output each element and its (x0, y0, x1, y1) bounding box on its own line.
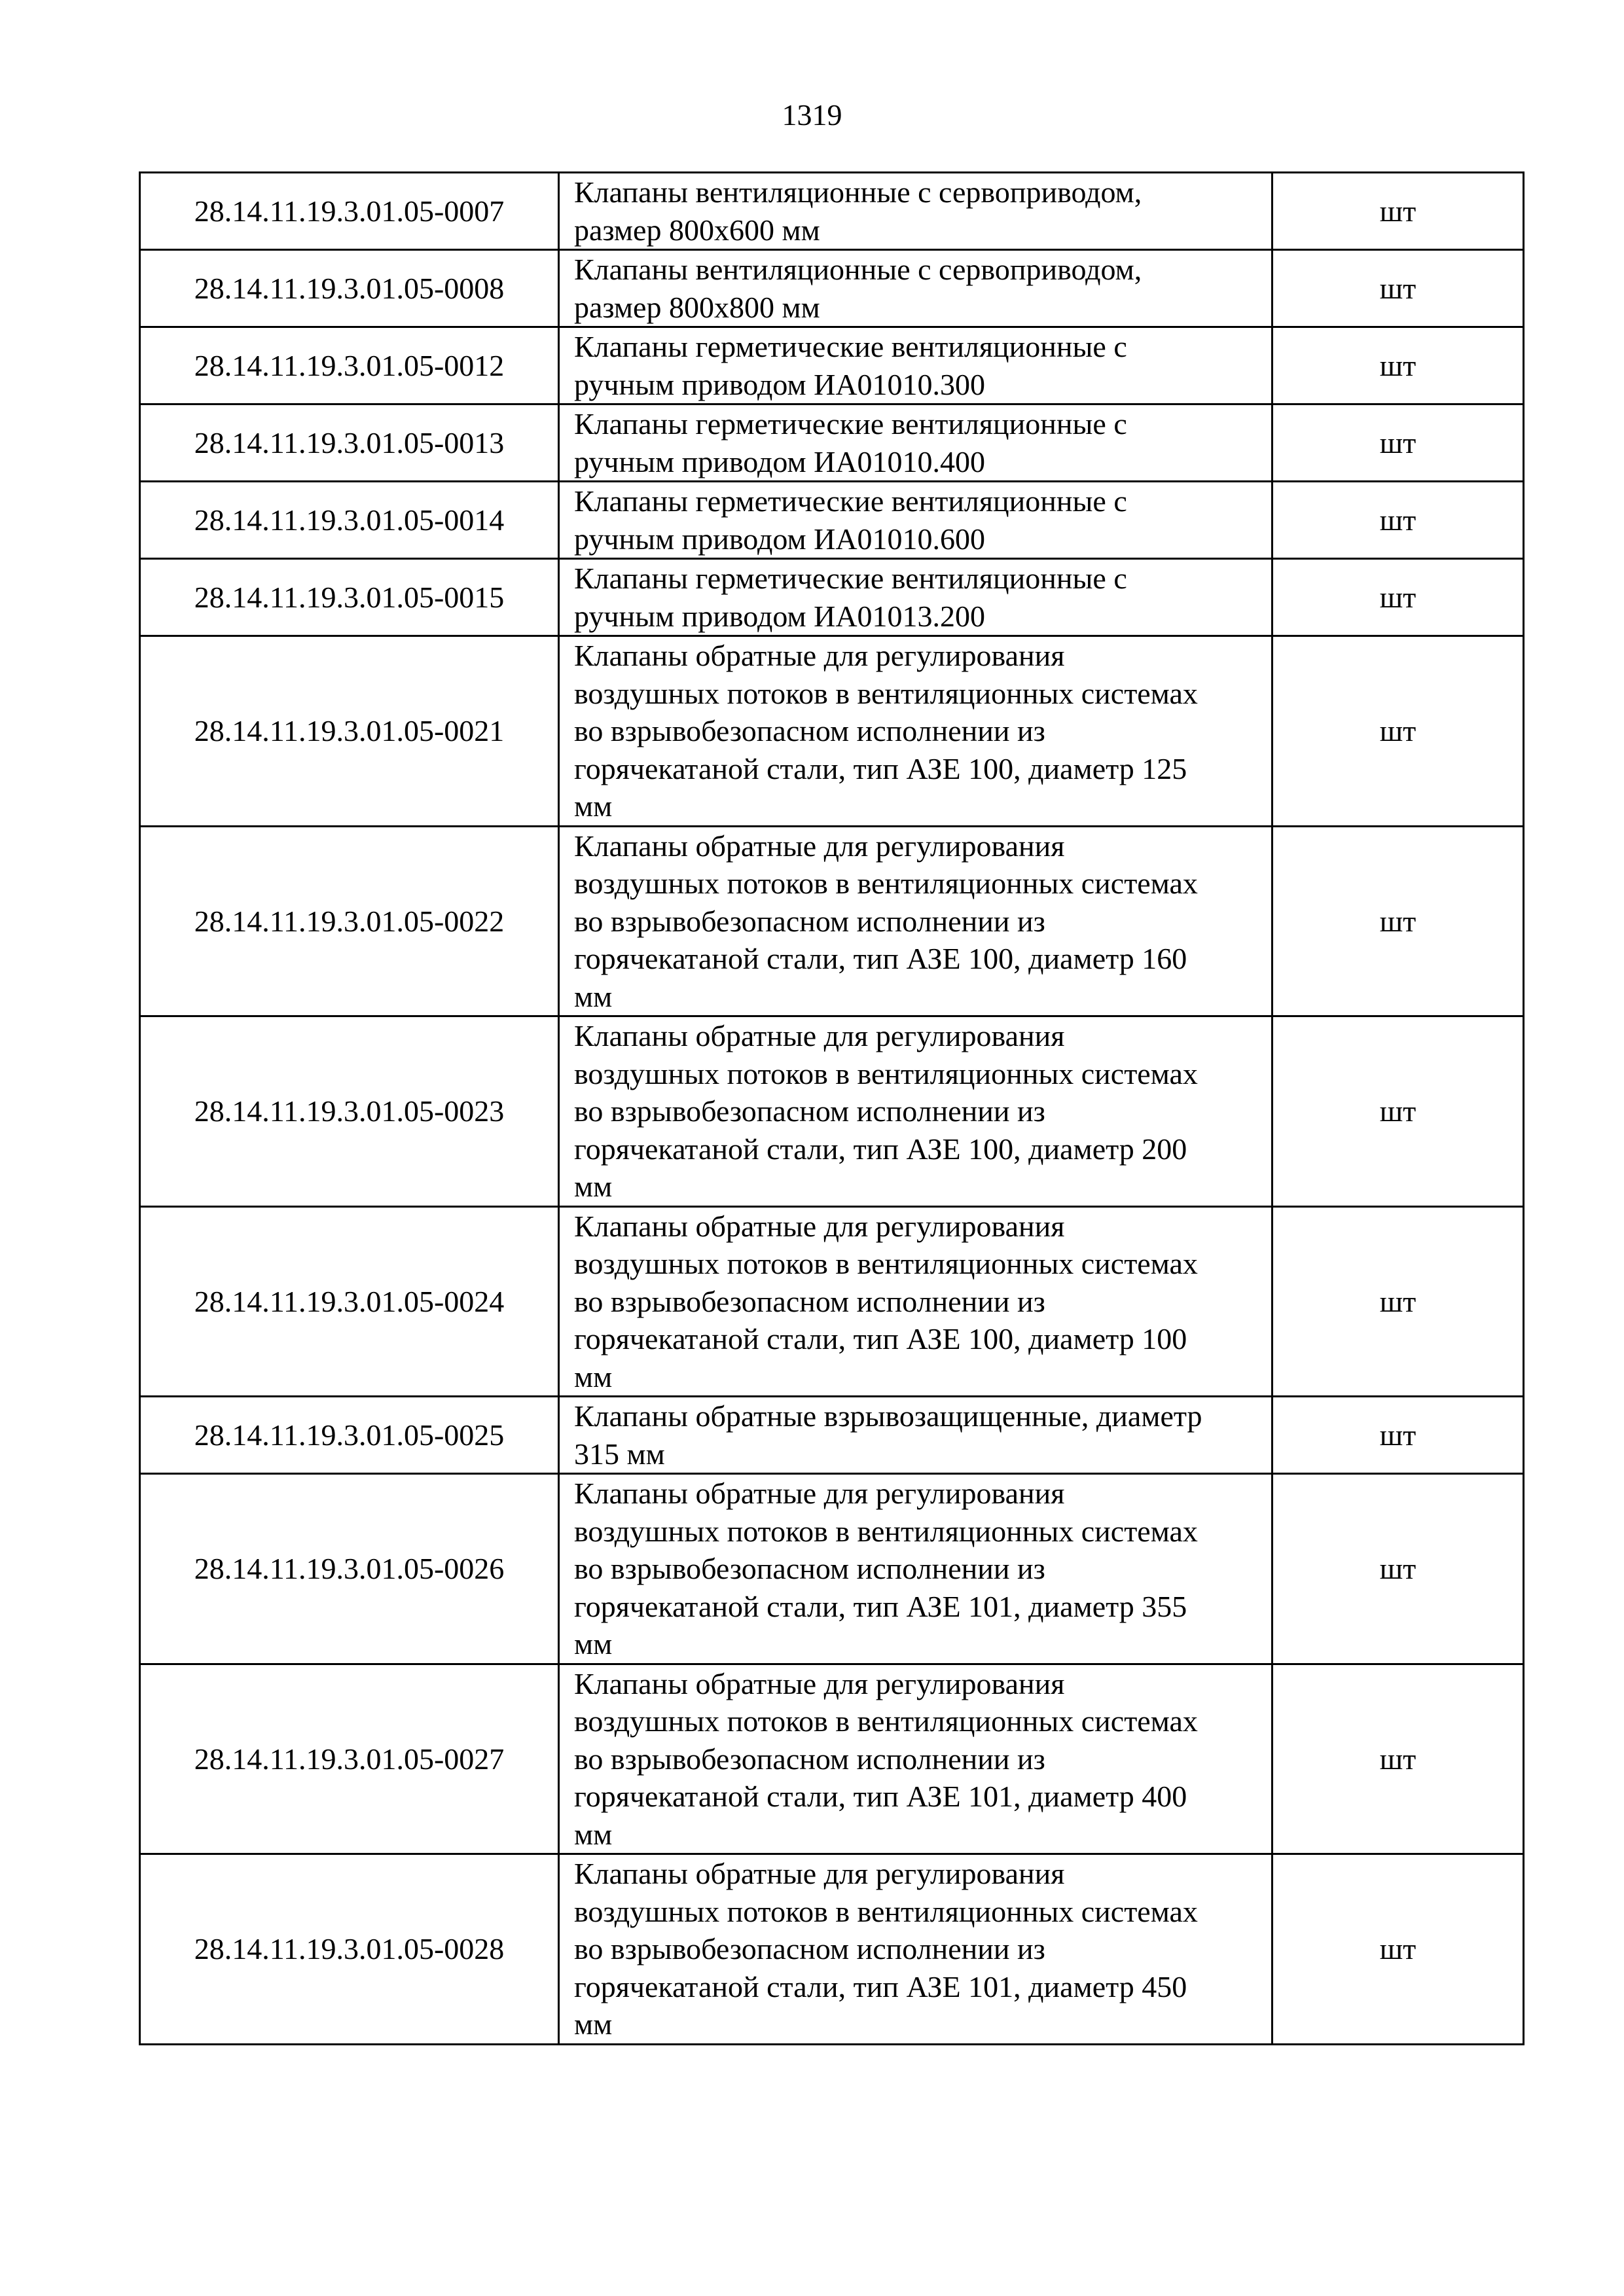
unit-cell: шт (1272, 250, 1524, 327)
table-row (140, 1397, 1524, 1474)
unit-cell: шт (1272, 482, 1524, 559)
table-row (140, 173, 1524, 250)
unit-cell: шт (1272, 636, 1524, 827)
resource-name-cell: Клапаны герметические вентиляционные с ручным приводом ИА01010.400 (559, 404, 1272, 482)
items-table (139, 171, 1525, 2045)
table-row (140, 404, 1524, 482)
resource-code-cell: 28.14.11.19.3.01.05-0023 (140, 1016, 559, 1207)
resource-code-cell: 28.14.11.19.3.01.05-0014 (140, 482, 559, 559)
resource-code-cell: 28.14.11.19.3.01.05-0025 (140, 1397, 559, 1474)
table-row (140, 1664, 1524, 1854)
unit-cell: шт (1272, 1397, 1524, 1474)
resource-name-cell: Клапаны обратные для регулирования воздушных потоков в вентиляционных системах во взрывобезопасном исполнении из горячекатаной стали, тип АЗЕ 100, диаметр 125 мм (559, 636, 1272, 827)
resource-name-cell: Клапаны герметические вентиляционные с ручным приводом ИА01010.600 (559, 482, 1272, 559)
table-row (140, 1854, 1524, 2045)
resource-name-cell: Клапаны герметические вентиляционные с ручным приводом ИА01010.300 (559, 327, 1272, 404)
resource-code-cell: 28.14.11.19.3.01.05-0024 (140, 1206, 559, 1397)
table-row (140, 636, 1524, 827)
resource-code-cell: 28.14.11.19.3.01.05-0012 (140, 327, 559, 404)
resource-code-cell: 28.14.11.19.3.01.05-0007 (140, 173, 559, 250)
unit-cell: шт (1272, 1016, 1524, 1207)
table-row (140, 1016, 1524, 1207)
table-row (140, 482, 1524, 559)
resource-name-cell: Клапаны обратные для регулирования воздушных потоков в вентиляционных системах во взрывобезопасном исполнении из горячекатаной стали, тип АЗЕ 100, диаметр 100 мм (559, 1206, 1272, 1397)
unit-cell: шт (1272, 173, 1524, 250)
resource-name-cell: Клапаны вентиляционные с сервоприводом, размер 800х800 мм (559, 250, 1272, 327)
unit-cell: шт (1272, 1474, 1524, 1664)
resource-name-cell: Клапаны обратные для регулирования воздушных потоков в вентиляционных системах во взрывобезопасном исполнении из горячекатаной стали, тип АЗЕ 101, диаметр 355 мм (559, 1474, 1272, 1664)
table-row (140, 1206, 1524, 1397)
table-row (140, 559, 1524, 636)
unit-cell: шт (1272, 1854, 1524, 2045)
table-row (140, 1474, 1524, 1664)
resource-name-cell: Клапаны обратные взрывозащищенные, диаметр 315 мм (559, 1397, 1272, 1474)
resource-name-cell: Клапаны обратные для регулирования воздушных потоков в вентиляционных системах во взрывобезопасном исполнении из горячекатаной стали, тип АЗЕ 100, диаметр 200 мм (559, 1016, 1272, 1207)
resource-code-cell: 28.14.11.19.3.01.05-0013 (140, 404, 559, 482)
items-table-body (140, 173, 1524, 2045)
resource-code-cell: 28.14.11.19.3.01.05-0008 (140, 250, 559, 327)
table-row (140, 250, 1524, 327)
resource-name-cell: Клапаны обратные для регулирования воздушных потоков в вентиляционных системах во взрывобезопасном исполнении из горячекатаной стали, тип АЗЕ 100, диаметр 160 мм (559, 826, 1272, 1016)
table-row (140, 826, 1524, 1016)
unit-cell: шт (1272, 404, 1524, 482)
resource-name-cell: Клапаны обратные для регулирования воздушных потоков в вентиляционных системах во взрывобезопасном исполнении из горячекатаной стали, тип АЗЕ 101, диаметр 450 мм (559, 1854, 1272, 2045)
unit-cell: шт (1272, 327, 1524, 404)
resource-code-cell: 28.14.11.19.3.01.05-0015 (140, 559, 559, 636)
resource-code-cell: 28.14.11.19.3.01.05-0028 (140, 1854, 559, 2045)
unit-cell: шт (1272, 1664, 1524, 1854)
resource-code-cell: 28.14.11.19.3.01.05-0026 (140, 1474, 559, 1664)
unit-cell: шт (1272, 826, 1524, 1016)
unit-cell: шт (1272, 559, 1524, 636)
unit-cell: шт (1272, 1206, 1524, 1397)
resource-name-cell: Клапаны обратные для регулирования воздушных потоков в вентиляционных системах во взрывобезопасном исполнении из горячекатаной стали, тип АЗЕ 101, диаметр 400 мм (559, 1664, 1272, 1854)
table-row (140, 327, 1524, 404)
resource-code-cell: 28.14.11.19.3.01.05-0027 (140, 1664, 559, 1854)
resource-name-cell: Клапаны герметические вентиляционные с ручным приводом ИА01013.200 (559, 559, 1272, 636)
page-number: 1319 (782, 98, 842, 132)
resource-code-cell: 28.14.11.19.3.01.05-0022 (140, 826, 559, 1016)
resource-code-cell: 28.14.11.19.3.01.05-0021 (140, 636, 559, 827)
resource-name-cell: Клапаны вентиляционные с сервоприводом, размер 800х600 мм (559, 173, 1272, 250)
